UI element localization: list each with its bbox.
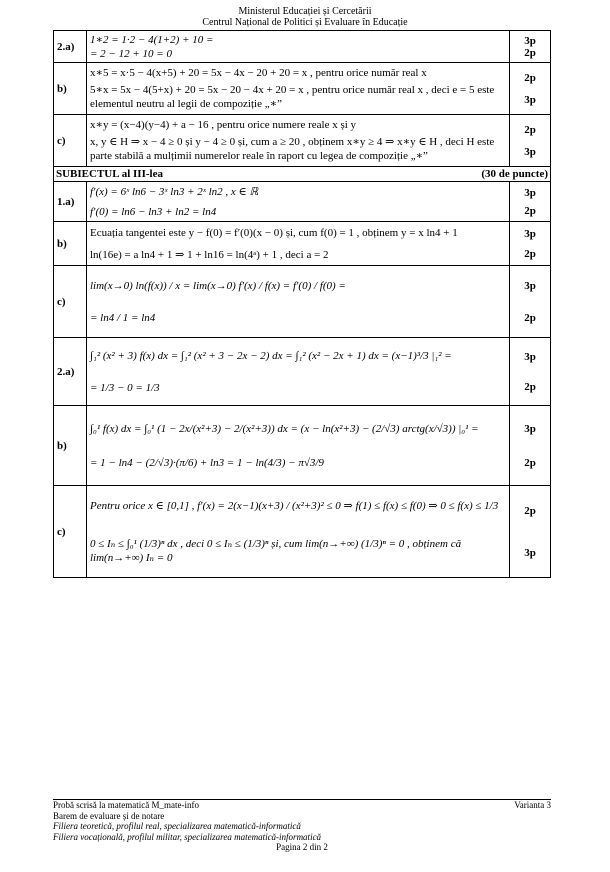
item-content — [87, 406, 510, 486]
solution-line: lim(x→0) ln(f(x)) / x = lim(x→0) f′(x) / f(x) = f′(0) / f(0) = — [90, 279, 346, 292]
points-value: 3p — [524, 546, 536, 559]
solution-line: ln(16e) = a ln4 + 1 ⇒ 1 + ln16 = ln(4ᵃ) + 1 , deci a = 2 — [90, 248, 329, 261]
points-cell — [510, 406, 551, 486]
points-value: 2p — [524, 380, 536, 393]
item-label: c) — [54, 115, 87, 167]
item-label: c) — [54, 266, 87, 338]
item-label: 2.a) — [54, 31, 87, 63]
solution-line: f′(0) = ln6 − ln3 + ln2 = ln4 — [90, 205, 217, 218]
center-name: Centrul Național de Politici și Evaluare în Educație — [202, 17, 408, 28]
item-content — [87, 115, 510, 167]
points-value: 2p — [524, 504, 536, 517]
points-cell — [510, 338, 551, 406]
points-cell — [510, 63, 551, 115]
solution-line: ∫₁² (x² + 3) f(x) dx = ∫₁² (x² + 3 − 2x − 2) dx = ∫₁² (x² − 2x + 1) dx = (x−1)³/3 |₁² = — [90, 349, 452, 362]
page-footer — [53, 799, 551, 853]
item-content — [87, 222, 510, 266]
points-value: 3p — [524, 93, 536, 106]
solution-line: = 2 − 12 + 10 = 0 — [90, 47, 172, 60]
footer-filiera-2: Filiera vocațională, profilul militar, specializarea matematică-informatică — [53, 831, 322, 842]
points-value: 3p — [524, 422, 536, 435]
item-content — [87, 338, 510, 406]
solution-line: 0 ≤ Iₙ ≤ ∫₀¹ (1/3)ⁿ dx , deci 0 ≤ Iₙ ≤ (1/3)ⁿ și, cum lim(n→+∞) (1/3)ⁿ = 0 , obținem că lim(n→+∞) Iₙ = 0 — [90, 537, 462, 564]
item-label: b) — [54, 63, 87, 115]
grading-table — [53, 30, 551, 578]
item-content — [87, 486, 510, 578]
points-value: 2p — [524, 71, 536, 84]
solution-line: x∗y = (x−4)(y−4) + a − 16 , pentru orice numere reale x și y — [90, 119, 357, 131]
table-row — [54, 115, 551, 167]
solution-line: Ecuația tangentei este y − f(0) = f′(0)(x − 0) și, cum f(0) = 1 , obținem y = x ln4 + 1 — [90, 226, 458, 239]
points-value: 3p — [524, 350, 536, 363]
points-value: 2p — [524, 46, 536, 59]
item-label: c) — [54, 486, 87, 578]
solution-line: 5∗x = 5x − 4(5+x) + 20 = 5x − 20 − 4x + 20 = x , pentru orice număr real x , deci e = 5 este elementul neutru al legii de compoziție „∗” — [90, 84, 495, 110]
solution-line: = 1/3 − 0 = 1/3 — [90, 381, 160, 394]
points-cell — [510, 222, 551, 266]
section-points: (30 de puncte) — [481, 168, 548, 180]
points-value: 3p — [524, 186, 536, 199]
item-content — [87, 31, 510, 63]
footer-page-number: Pagina 2 din 2 — [276, 842, 328, 852]
table-row — [54, 31, 551, 63]
points-cell — [510, 266, 551, 338]
solution-line: ∫₀¹ f(x) dx = ∫₀¹ (1 − 2x/(x²+3) − 2/(x²+3)) dx = (x − ln(x²+3) − (2/√3) arctg(x/√3)) |₀¹ = — [90, 422, 479, 435]
solution-line: Pentru orice x ∈ [0,1] , f′(x) = 2(x−1)(x+3) / (x²+3)² ≤ 0 ⇒ f(1) ≤ f(x) ≤ f(0) ⇒ 0 ≤ f(x) ≤ 1/3 — [90, 499, 499, 512]
item-content — [87, 63, 510, 115]
section-header — [54, 167, 551, 182]
section-title: SUBIECTUL al III-lea — [56, 168, 163, 180]
solution-line: x, y ∈ H ⇒ x − 4 ≥ 0 și y − 4 ≥ 0 și, cum a ≥ 20 , obținem x∗y ≥ 4 ⇒ x∗y ∈ H , deci H este parte stabilă a mulțimii numerelor reale în raport cu legea de compoziție „∗” — [90, 136, 495, 162]
solution-line: 1∗2 = 1·2 − 4(1+2) + 10 = — [90, 33, 214, 46]
points-value: 3p — [524, 145, 536, 158]
item-label: b) — [54, 222, 87, 266]
solution-line: = ln4 / 1 = ln4 — [90, 311, 156, 324]
item-label: b) — [54, 406, 87, 486]
solution-line: f′(x) = 6ˣ ln6 − 3ˣ ln3 + 2ˣ ln2 , x ∈ ℝ — [90, 185, 259, 198]
footer-barem: Barem de evaluare și de notare — [53, 810, 165, 821]
points-value: 3p — [524, 34, 536, 47]
table-row — [54, 266, 551, 338]
points-value: 2p — [524, 204, 536, 217]
points-cell — [510, 115, 551, 167]
item-label: 2.a) — [54, 338, 87, 406]
points-cell — [510, 486, 551, 578]
points-value: 2p — [524, 456, 536, 469]
footer-filiera-1: Filiera teoretică, profilul real, specializarea matematică-informatică — [53, 821, 301, 831]
table-row — [54, 182, 551, 222]
item-content — [87, 266, 510, 338]
points-value: 2p — [524, 247, 536, 260]
table-row — [54, 338, 551, 406]
solution-line: = 1 − ln4 − (2/√3)·(π/6) + ln3 = 1 − ln(4/3) − π√3/9 — [90, 456, 324, 469]
points-value: 2p — [524, 123, 536, 136]
points-value: 3p — [524, 227, 536, 240]
points-value: 2p — [524, 311, 536, 324]
footer-variant: Varianta 3 — [514, 800, 551, 810]
table-row — [54, 406, 551, 486]
table-row — [54, 63, 551, 115]
footer-exam-title: Probă scrisă la matematică M_mate-info — [53, 800, 199, 810]
table-row — [54, 486, 551, 578]
ministry-name: Ministerul Educației și Cercetării — [238, 6, 372, 17]
item-label: 1.a) — [54, 182, 87, 222]
solution-line: x∗5 = x·5 − 4(x+5) + 20 = 5x − 4x − 20 + 20 = x , pentru orice număr real x — [90, 67, 427, 79]
points-cell — [510, 31, 551, 63]
points-cell — [510, 182, 551, 222]
table-row — [54, 222, 551, 266]
item-content — [87, 182, 510, 222]
points-value: 3p — [524, 279, 536, 292]
